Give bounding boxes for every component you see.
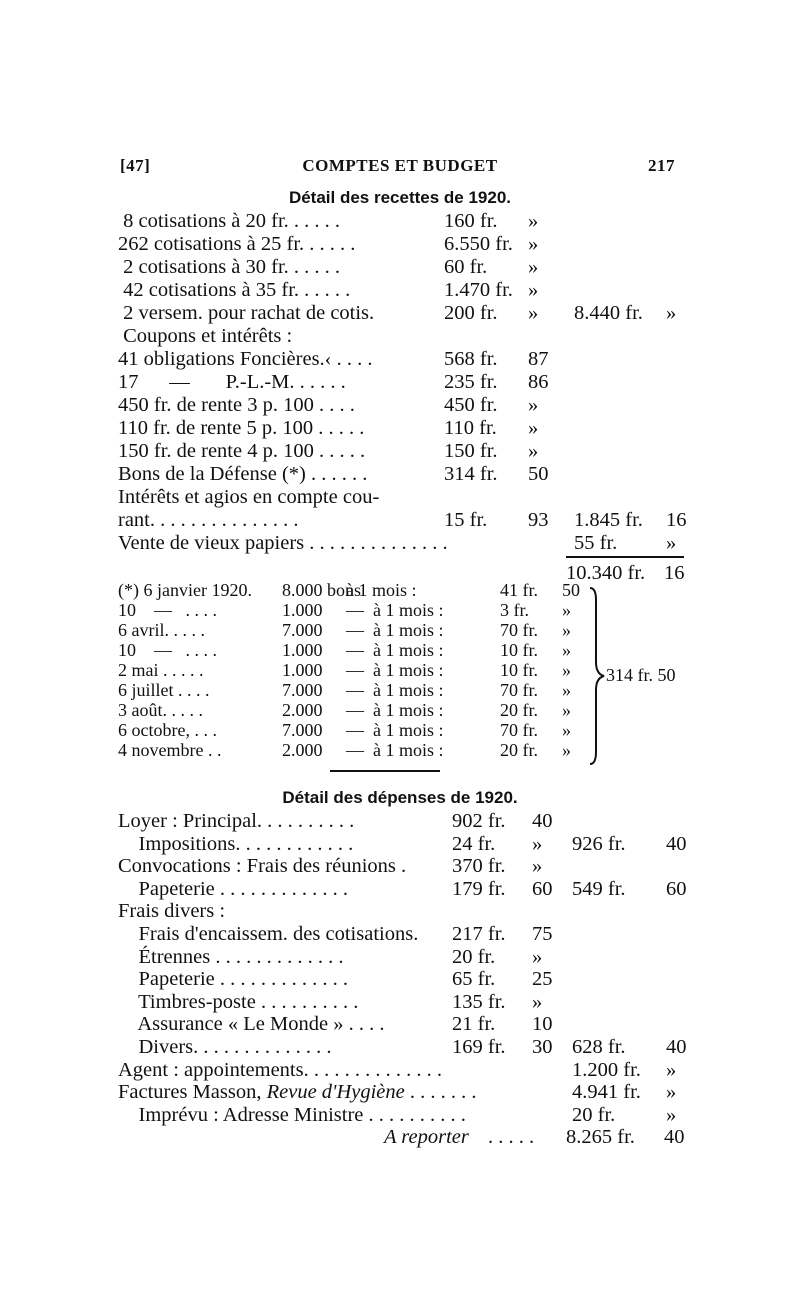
recettes-grand-total: 10.340 fr. bbox=[566, 562, 646, 584]
recettes-line-amount: 568 fr. bbox=[444, 348, 498, 370]
depenses-line-total: 926 fr. bbox=[572, 832, 626, 855]
bons-row-cents: » bbox=[562, 600, 571, 620]
depenses-line-amount: 217 fr. bbox=[452, 923, 506, 945]
bons-row-amount: 3 fr. bbox=[500, 600, 529, 620]
bons-row-term: — à 1 mois : bbox=[346, 680, 444, 700]
depenses-line-label: Loyer : Principal. . . . . . . . . . bbox=[118, 810, 355, 832]
recettes-grand-total-cents: 16 bbox=[664, 562, 685, 584]
depenses-line-total: 20 fr. bbox=[572, 1103, 616, 1126]
bons-row-date: (*) 6 janvier 1920. bbox=[118, 580, 252, 600]
depenses-line-amount: 902 fr. bbox=[452, 810, 506, 832]
bons-row-cents: » bbox=[562, 640, 571, 660]
depenses-line-label: Agent : appointements. . . . . . . . . . . . . . bbox=[118, 1058, 442, 1081]
sum-rule bbox=[566, 556, 684, 558]
bons-row-cents: » bbox=[562, 680, 571, 700]
depenses-line-label: Timbres-poste . . . . . . . . . . bbox=[118, 990, 359, 1013]
recettes-line-amount: 150 fr. bbox=[444, 440, 498, 462]
depenses-line-cents: 40 bbox=[532, 810, 553, 832]
depenses-line-label: Convocations : Frais des réunions . bbox=[118, 855, 407, 878]
recettes-line-amount: 60 fr. bbox=[444, 256, 488, 278]
recettes-line-cents: 86 bbox=[528, 371, 549, 393]
recettes-line-total: 1.845 fr. bbox=[574, 509, 643, 531]
bons-row-amount: 70 fr. bbox=[500, 720, 538, 740]
journal-title: Revue d'Hygiène bbox=[266, 1081, 405, 1104]
bons-row-term: — à 1 mois : bbox=[346, 620, 444, 640]
depenses-line-amount: 370 fr. bbox=[452, 855, 506, 878]
bons-row-date: 6 octobre, . . . bbox=[118, 720, 217, 740]
report-label: A reporter bbox=[384, 1126, 469, 1148]
recettes-line-label: 450 fr. de rente 3 p. 100 . . . . bbox=[118, 394, 355, 416]
recettes-line-label: Vente de vieux papiers . . . . . . . . . . . . . . bbox=[118, 532, 448, 554]
bons-row-qty: 1.000 bbox=[282, 640, 323, 660]
depenses-title: Détail des dépenses de 1920. bbox=[282, 788, 518, 807]
depenses-line-label: Frais d'encaissem. des cotisations. bbox=[118, 923, 419, 945]
bons-row-cents: » bbox=[562, 620, 571, 640]
bons-row-qty: 7.000 bbox=[282, 620, 323, 640]
bons-row-amount: 70 fr. bbox=[500, 680, 538, 700]
recettes-line-amount: 110 fr. bbox=[444, 417, 497, 439]
recettes-line-label: Intérêts et agios en compte cou- bbox=[118, 486, 380, 508]
depenses-line-label-lead: Factures Masson, bbox=[118, 1081, 267, 1104]
depenses-line-total-cents: 40 bbox=[666, 1036, 687, 1058]
depenses-line-cents: 10 bbox=[532, 1013, 553, 1036]
bons-row-amount: 10 fr. bbox=[500, 660, 538, 680]
recettes-line-amount: 6.550 fr. bbox=[444, 233, 513, 255]
depenses-line-cents: » bbox=[532, 990, 543, 1013]
depenses-line-amount: 20 fr. bbox=[452, 945, 496, 968]
bons-row-cents: » bbox=[562, 720, 571, 740]
depenses-line-label bbox=[118, 1081, 476, 1104]
bons-row-cents: » bbox=[562, 700, 571, 720]
recettes-line-cents: » bbox=[528, 256, 539, 278]
recettes-title: Détail des recettes de 1920. bbox=[288, 188, 512, 207]
recettes-line-amount: 200 fr. bbox=[444, 302, 498, 324]
bons-row-qty: 1.000 bbox=[282, 600, 323, 620]
depenses-line-cents: » bbox=[532, 832, 543, 855]
bons-row-term: — à 1 mois : bbox=[346, 640, 444, 660]
recettes-line-cents: » bbox=[528, 417, 539, 439]
recettes-line-label: 41 obligations Foncières.‹ . . . . bbox=[118, 348, 373, 370]
recettes-line-cents: » bbox=[528, 394, 539, 416]
recettes-line-cents: 93 bbox=[528, 509, 549, 531]
depenses-line-amount: 65 fr. bbox=[452, 968, 496, 991]
report-total: 8.265 fr. bbox=[566, 1126, 635, 1148]
recettes-line-amount: 1.470 fr. bbox=[444, 279, 513, 301]
bons-row-qty: 7.000 bbox=[282, 720, 323, 740]
depenses-line-amount: 21 fr. bbox=[452, 1013, 496, 1036]
running-header: COMPTES ET BUDGET bbox=[302, 156, 498, 175]
recettes-line-cents: » bbox=[528, 233, 539, 255]
recettes-line-total: 55 fr. bbox=[574, 532, 618, 554]
recettes-line-label: 42 cotisations à 35 fr. . . . . . bbox=[118, 279, 351, 301]
depenses-line-total-cents: » bbox=[666, 1058, 677, 1081]
bons-row-qty: 2.000 bbox=[282, 740, 323, 760]
bons-row-date: 2 mai . . . . . bbox=[118, 660, 204, 680]
bons-row-amount: 41 fr. bbox=[500, 580, 538, 600]
depenses-line-amount: 24 fr. bbox=[452, 832, 496, 855]
report-dots: . . . . . bbox=[488, 1126, 535, 1148]
depenses-line-cents: » bbox=[532, 945, 543, 968]
depenses-line-label-dots: . . . . . . . bbox=[404, 1081, 477, 1104]
bons-row-cents: 50 bbox=[562, 580, 580, 600]
bons-row-date: 10 — . . . . bbox=[118, 600, 217, 620]
depenses-line-label: Assurance « Le Monde » . . . . bbox=[118, 1013, 385, 1036]
bons-row-term: — à 1 mois : bbox=[346, 720, 444, 740]
depenses-line-cents: 30 bbox=[532, 1036, 553, 1058]
recettes-line-label: rant. . . . . . . . . . . . . . . bbox=[118, 509, 299, 531]
depenses-line-cents: 60 bbox=[532, 877, 553, 900]
page-number-bracket: [47] bbox=[120, 156, 151, 175]
recettes-line-cents: » bbox=[528, 302, 539, 324]
depenses-line-total-cents: 40 bbox=[666, 832, 687, 855]
bons-row-cents: » bbox=[562, 740, 571, 760]
depenses-line-cents: 25 bbox=[532, 968, 553, 991]
recettes-line-label: 2 cotisations à 30 fr. . . . . . bbox=[118, 256, 341, 278]
depenses-line-label: Étrennes . . . . . . . . . . . . . bbox=[118, 945, 344, 968]
depenses-line-label: Imprévu : Adresse Ministre . . . . . . . . . . bbox=[118, 1103, 466, 1126]
bons-row-date: 10 — . . . . bbox=[118, 640, 217, 660]
bons-row-date: 3 août. . . . . bbox=[118, 700, 203, 720]
depenses-line-amount: 179 fr. bbox=[452, 877, 506, 900]
recettes-line-amount: 15 fr. bbox=[444, 509, 488, 531]
bons-row-amount: 20 fr. bbox=[500, 700, 538, 720]
depenses-line-amount: 135 fr. bbox=[452, 990, 506, 1013]
bons-row-term: à 1 mois : bbox=[346, 580, 417, 600]
recettes-line-amount: 235 fr. bbox=[444, 371, 498, 393]
bons-row-term: — à 1 mois : bbox=[346, 700, 444, 720]
bons-row-date: 6 juillet . . . . bbox=[118, 680, 210, 700]
depenses-line-cents: 75 bbox=[532, 923, 553, 945]
depenses-line-total: 628 fr. bbox=[572, 1036, 626, 1058]
bons-row-date: 6 avril. . . . . bbox=[118, 620, 205, 640]
depenses-line-total-cents: 60 bbox=[666, 877, 687, 900]
depenses-line-total: 1.200 fr. bbox=[572, 1058, 641, 1081]
recettes-line-label: 8 cotisations à 20 fr. . . . . . bbox=[118, 210, 341, 232]
depenses-line-label: Papeterie . . . . . . . . . . . . . bbox=[118, 877, 349, 900]
recettes-line-total-cents: 16 bbox=[666, 509, 687, 531]
bons-row-term: — à 1 mois : bbox=[346, 660, 444, 680]
recettes-line-label: 17 — P.-L.-M. . . . . . bbox=[118, 371, 346, 393]
recettes-line-cents: 87 bbox=[528, 348, 549, 370]
bons-row-date: 4 novembre . . bbox=[118, 740, 222, 760]
recettes-line-cents: » bbox=[528, 210, 539, 232]
bons-row-qty: 1.000 bbox=[282, 660, 323, 680]
depenses-line-total-cents: » bbox=[666, 1081, 677, 1104]
bons-row-qty: 2.000 bbox=[282, 700, 323, 720]
depenses-line-total: 4.941 fr. bbox=[572, 1081, 641, 1104]
recettes-line-label: 2 versem. pour rachat de cotis. bbox=[118, 302, 375, 324]
recettes-line-label: 262 cotisations à 25 fr. . . . . . bbox=[118, 233, 356, 255]
report-cents: 40 bbox=[664, 1126, 685, 1148]
bons-row-amount: 70 fr. bbox=[500, 620, 538, 640]
recettes-line-label: 110 fr. de rente 5 p. 100 . . . . . bbox=[118, 417, 365, 439]
depenses-line-total: 549 fr. bbox=[572, 877, 626, 900]
bons-row-cents: » bbox=[562, 660, 571, 680]
bons-row-qty: 7.000 bbox=[282, 680, 323, 700]
page-number: 217 bbox=[648, 156, 675, 175]
recettes-line-cents: 50 bbox=[528, 463, 549, 485]
bons-row-qty: 8.000 bons bbox=[282, 580, 362, 600]
depenses-line-cents: » bbox=[532, 855, 543, 878]
recettes-line-label: Bons de la Défense (*) . . . . . . bbox=[118, 463, 368, 485]
depenses-line-amount: 169 fr. bbox=[452, 1036, 506, 1058]
section-divider bbox=[330, 770, 440, 772]
recettes-line-total-cents: » bbox=[666, 302, 677, 324]
recettes-line-total-cents: » bbox=[666, 532, 677, 554]
recettes-line-amount: 160 fr. bbox=[444, 210, 498, 232]
depenses-line-label: Frais divers : bbox=[118, 900, 226, 923]
recettes-line-amount: 450 fr. bbox=[444, 394, 498, 416]
recettes-line-cents: » bbox=[528, 440, 539, 462]
bons-row-term: — à 1 mois : bbox=[346, 740, 444, 760]
recettes-line-label: 150 fr. de rente 4 p. 100 . . . . . bbox=[118, 440, 366, 462]
bons-total: 314 fr. 50 bbox=[606, 665, 676, 685]
recettes-line-amount: 314 fr. bbox=[444, 463, 498, 485]
recettes-line-cents: » bbox=[528, 279, 539, 301]
depenses-line-label: Papeterie . . . . . . . . . . . . . bbox=[118, 968, 349, 991]
bons-row-amount: 10 fr. bbox=[500, 640, 538, 660]
recettes-line-label: Coupons et intérêts : bbox=[118, 325, 293, 347]
depenses-line-label: Impositions. . . . . . . . . . . . bbox=[118, 832, 354, 855]
bons-row-term: — à 1 mois : bbox=[346, 600, 444, 620]
depenses-line-total-cents: » bbox=[666, 1103, 677, 1126]
depenses-line-label: Divers. . . . . . . . . . . . . . bbox=[118, 1036, 332, 1058]
bons-row-amount: 20 fr. bbox=[500, 740, 538, 760]
recettes-line-total: 8.440 fr. bbox=[574, 302, 643, 324]
